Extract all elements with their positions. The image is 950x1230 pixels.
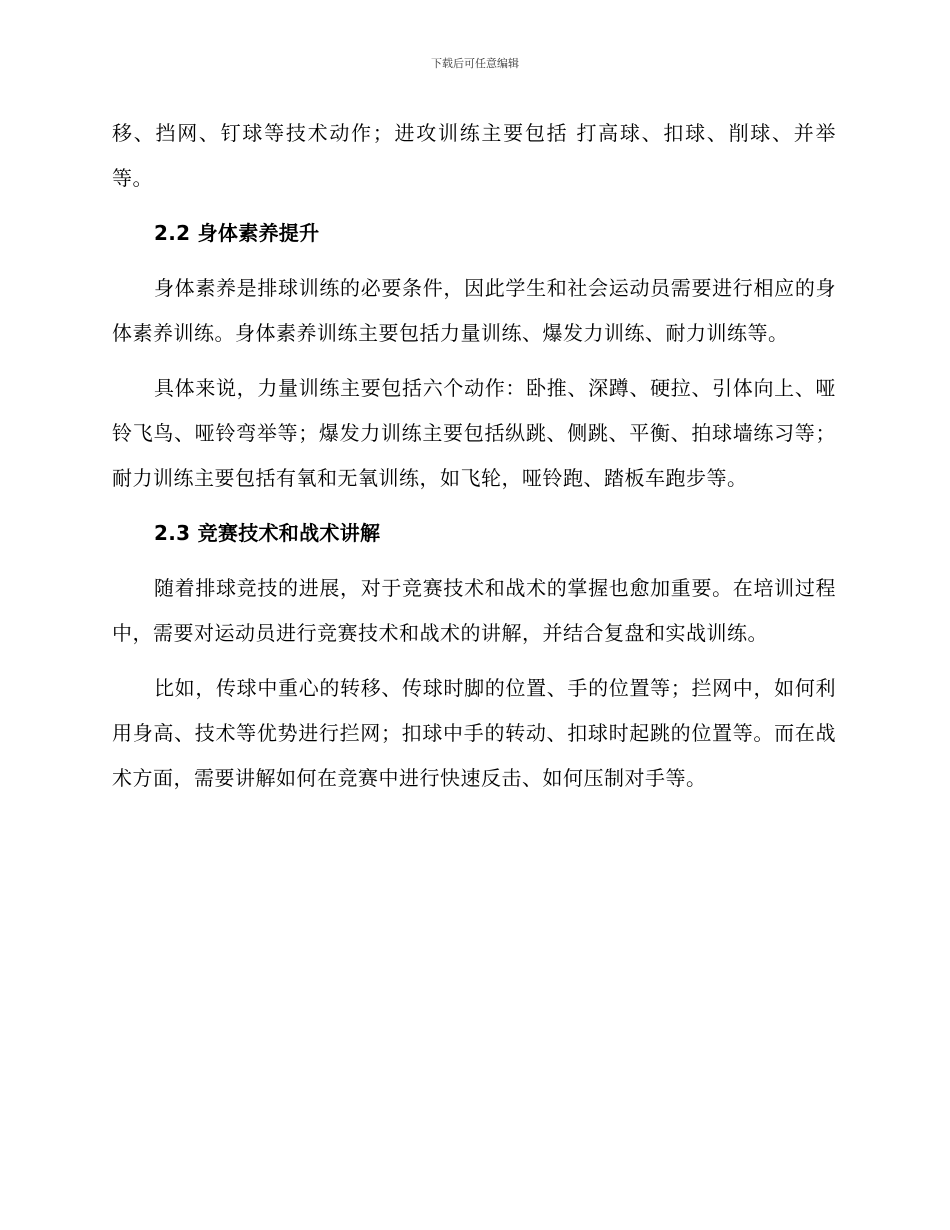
paragraph-gap xyxy=(112,501,836,511)
page-header-note: 下载后可任意编辑 xyxy=(431,57,519,70)
document-body xyxy=(112,111,836,801)
paragraph-2-2-b: 具体来说，力量训练主要包括六个动作：卧推、深蹲、硬拉、引体向上、哑铃飞鸟、哑铃弯举等；爆发力训练主要包括纵跳、侧跳、平衡、拍球墙练习等；耐力训练主要包括有氧和无氧训练，如飞轮，哑铃跑、踏板车跑步等。 xyxy=(112,376,836,490)
paragraph-2-3-b: 比如，传球中重心的转移、传球时脚的位置、手的位置等；拦网中，如何利用身高、技术等优势进行拦网；扣球中手的转动、扣球时起跳的位置等。而在战术方面，需要讲解如何在竞赛中进行快速反击、如何压制对手等。 xyxy=(112,676,836,790)
section-heading-2-3: 2.3 竞赛技术和战术讲解 xyxy=(154,521,381,545)
paragraph-2-2-a: 身体素养是排球训练的必要条件，因此学生和社会运动员需要进行相应的身体素养训练。身体素养训练主要包括力量训练、爆发力训练、耐力训练等。 xyxy=(112,276,836,345)
paragraph-gap xyxy=(112,256,836,266)
paragraph-intro: 移、挡网、钉球等技术动作；进攻训练主要包括 打高球、扣球、削球、并举等。 xyxy=(112,121,836,190)
section-heading-2-2: 2.2 身体素养提升 xyxy=(154,221,320,245)
paragraph-2-3-a: 随着排球竞技的进展，对于竞赛技术和战术的掌握也愈加重要。在培训过程中，需要对运动员进行竞赛技术和战术的讲解，并结合复盘和实战训练。 xyxy=(112,576,836,645)
paragraph-gap xyxy=(112,356,836,366)
paragraph-gap xyxy=(112,201,836,211)
paragraph-gap xyxy=(112,556,836,566)
paragraph-gap xyxy=(112,656,836,666)
